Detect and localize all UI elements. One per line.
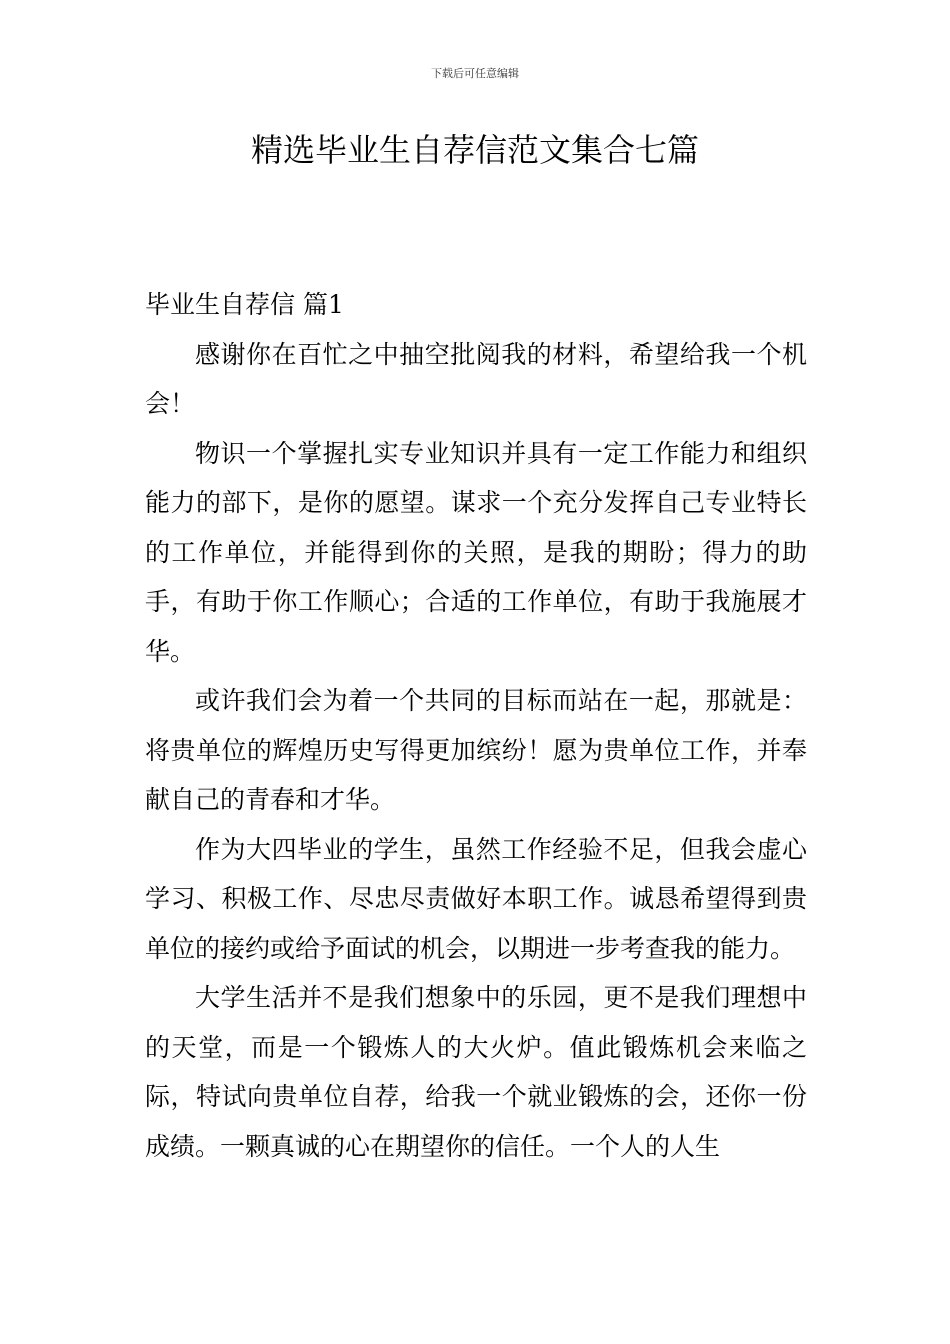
section-heading: 毕业生自荐信 篇1 [145,290,344,319]
header-note: 下载后可任意编辑 [431,67,519,80]
paragraph: 物识一个掌握扎实专业知识并具有一定工作能力和组织能力的部下，是你的愿望。谋求一个充分发挥自己专业特长的工作单位，并能得到你的关照，是我的期盼；得力的助手，有助于你工作顺心；合适的工作单位，有助于我施展才华。 [145,438,807,666]
document-body [145,280,807,1171]
paragraph: 作为大四毕业的学生，虽然工作经验不足，但我会虚心学习、积极工作、尽忠尽责做好本职工作。诚恳希望得到贵单位的接约或给予面试的机会，以期进一步考查我的能力。 [145,834,807,963]
document-title: 精选毕业生自荐信范文集合七篇 [250,131,699,169]
paragraph: 或许我们会为着一个共同的目标而站在一起，那就是：将贵单位的辉煌历史写得更加缤纷！愿为贵单位工作，并奉献自己的青春和才华。 [145,686,807,814]
paragraph: 大学生活并不是我们想象中的乐园，更不是我们理想中的天堂，而是一个锻炼人的大火炉。值此锻炼机会来临之际，特试向贵单位自荐，给我一个就业锻炼的会，还你一份成绩。一颗真诚的心在期望你的信任。一个人的人生 [145,983,807,1161]
paragraph: 感谢你在百忙之中抽空批阅我的材料，希望给我一个机会！ [145,339,807,418]
